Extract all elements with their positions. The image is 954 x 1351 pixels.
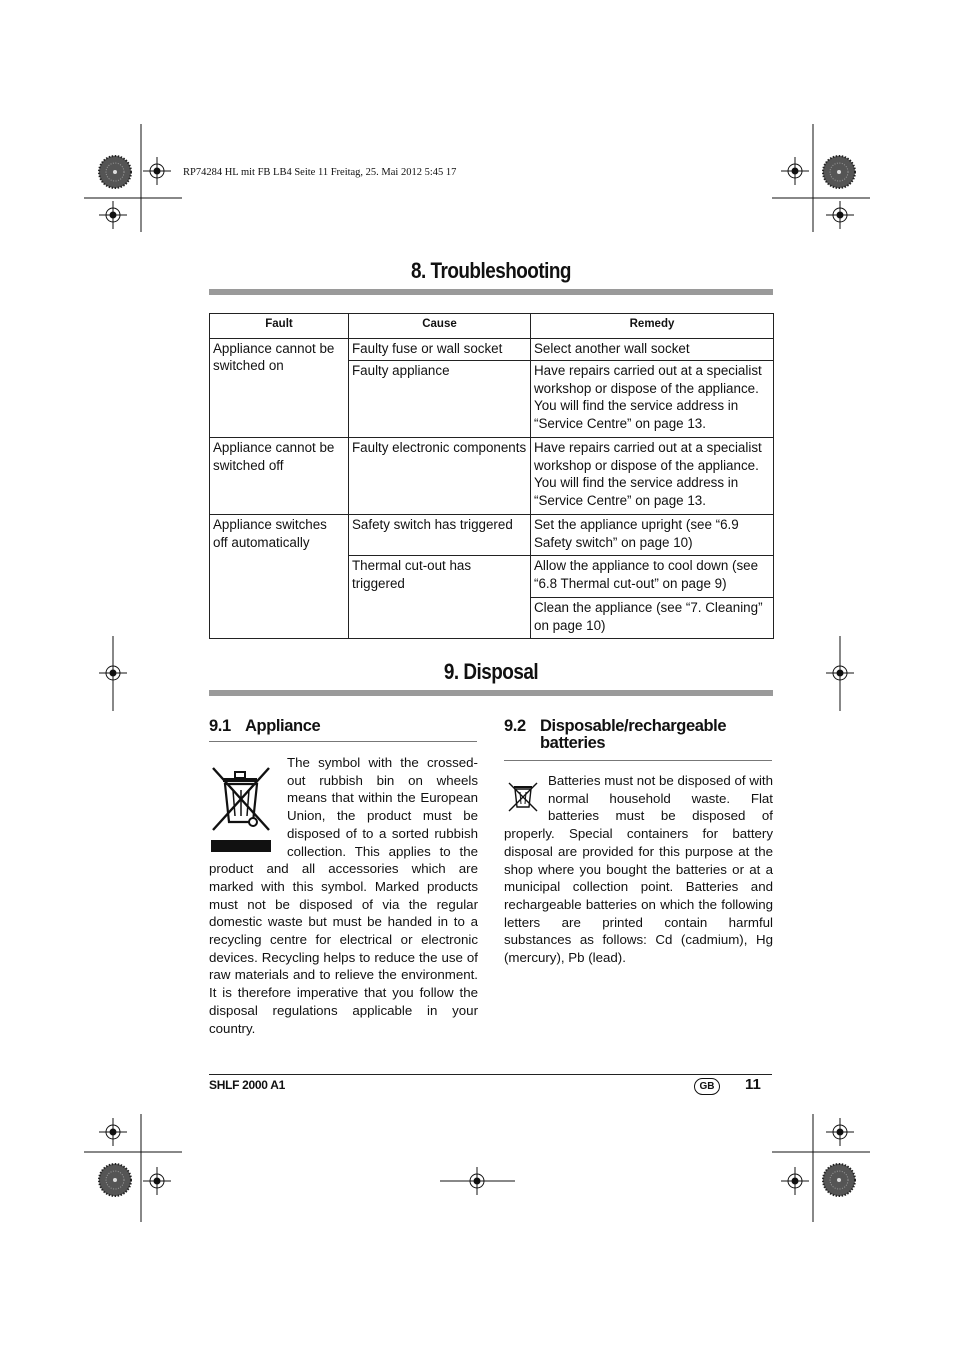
subsection-label-line2: batteries xyxy=(540,734,606,752)
language-badge: GB xyxy=(694,1078,720,1095)
cause-cell: Faulty electronic components xyxy=(349,438,531,515)
remedy-cell: Select another wall socket xyxy=(531,338,774,361)
subsection-title-appliance xyxy=(209,718,320,735)
subsection-label: Appliance xyxy=(245,717,321,735)
table-row xyxy=(210,515,774,556)
header-fault: Fault xyxy=(210,314,349,339)
subsection-rule xyxy=(209,741,477,742)
section-rule xyxy=(209,690,773,696)
remedy-cell: Allow the appliance to cool down (see “6.8 Thermal cut-out” on page 9) xyxy=(531,556,774,598)
fault-cell: Appliance cannot be switched off xyxy=(210,438,349,515)
subsection-number: 9.2 xyxy=(504,717,526,735)
fault-cell: Appliance cannot be switched on xyxy=(210,338,349,438)
section-title-disposal: 9. Disposal xyxy=(443,659,539,684)
table-header-row xyxy=(210,314,774,339)
subsection-label: Disposable/rechargeable xyxy=(540,717,727,735)
troubleshooting-table xyxy=(209,313,774,639)
fault-cell: Appliance switches off automatically xyxy=(210,515,349,639)
remedy-cell: Have repairs carried out at a specialist workshop or dispose of the appliance. You will find the service address in “Service Centre” on page 13. xyxy=(531,438,774,515)
icon-spacer xyxy=(209,754,287,852)
batteries-disposal-paragraph: Batteries must not be disposed of with normal household waste. Flat batteries must be disposed of properly. Special containers for battery disposal are provided for this purpose at the shop where you bought the batteries or at a municipal collection point. Batteries and rechargeable batteries on which the following letters are printed contain harmful substances as follows: Cd (cadmium), Hg (mercury), Pb (lead). xyxy=(504,773,773,966)
footer-rule xyxy=(209,1074,772,1075)
print-slug: RP74284 HL mit FB LB4 Seite 11 Freitag, 25. Mai 2012 5:45 17 xyxy=(183,167,457,178)
section-rule xyxy=(209,289,773,295)
table-row xyxy=(210,338,774,361)
header-cause: Cause xyxy=(349,314,531,339)
section-title-troubleshooting: 8. Troubleshooting xyxy=(411,258,571,283)
page-number: 11 xyxy=(745,1076,761,1093)
remedy-cell: Have repairs carried out at a specialist workshop or dispose of the appliance. You will find the service address in “Service Centre” on page 13. xyxy=(531,361,774,438)
subsection-rule xyxy=(504,760,772,761)
icon-spacer xyxy=(504,772,548,824)
header-remedy: Remedy xyxy=(531,314,774,339)
appliance-disposal-text xyxy=(209,754,478,1037)
cause-cell: Safety switch has triggered xyxy=(349,515,531,556)
appliance-disposal-paragraph: The symbol with the crossed-out rubbish bin on wheels means that within the European Union, the product must be disposed of to a sorted rubbish collection. This applies to the product and all accessories which are marked with this symbol. Marked products must not be disposed of via the regular domestic waste but must be handed in to a recycling centre for electrical or electronic devices. Recycling helps to reduce the use of raw materials and to relieve the environment. It is therefore imperative that you follow the disposal regulations applicable in your country. xyxy=(209,755,478,1036)
remedy-cell: Set the appliance upright (see “6.9 Safety switch” on page 10) xyxy=(531,515,774,556)
subsection-title-batteries xyxy=(504,718,726,752)
footer-model: SHLF 2000 A1 xyxy=(209,1078,285,1092)
remedy-cell: Clean the appliance (see “7. Cleaning” on page 10) xyxy=(531,598,774,639)
cause-cell: Faulty appliance xyxy=(349,361,531,438)
cause-cell: Faulty fuse or wall socket xyxy=(349,338,531,361)
batteries-disposal-text xyxy=(504,772,773,967)
table-row xyxy=(210,438,774,515)
subsection-number: 9.1 xyxy=(209,717,231,735)
cause-cell: Thermal cut-out has triggered xyxy=(349,556,531,639)
